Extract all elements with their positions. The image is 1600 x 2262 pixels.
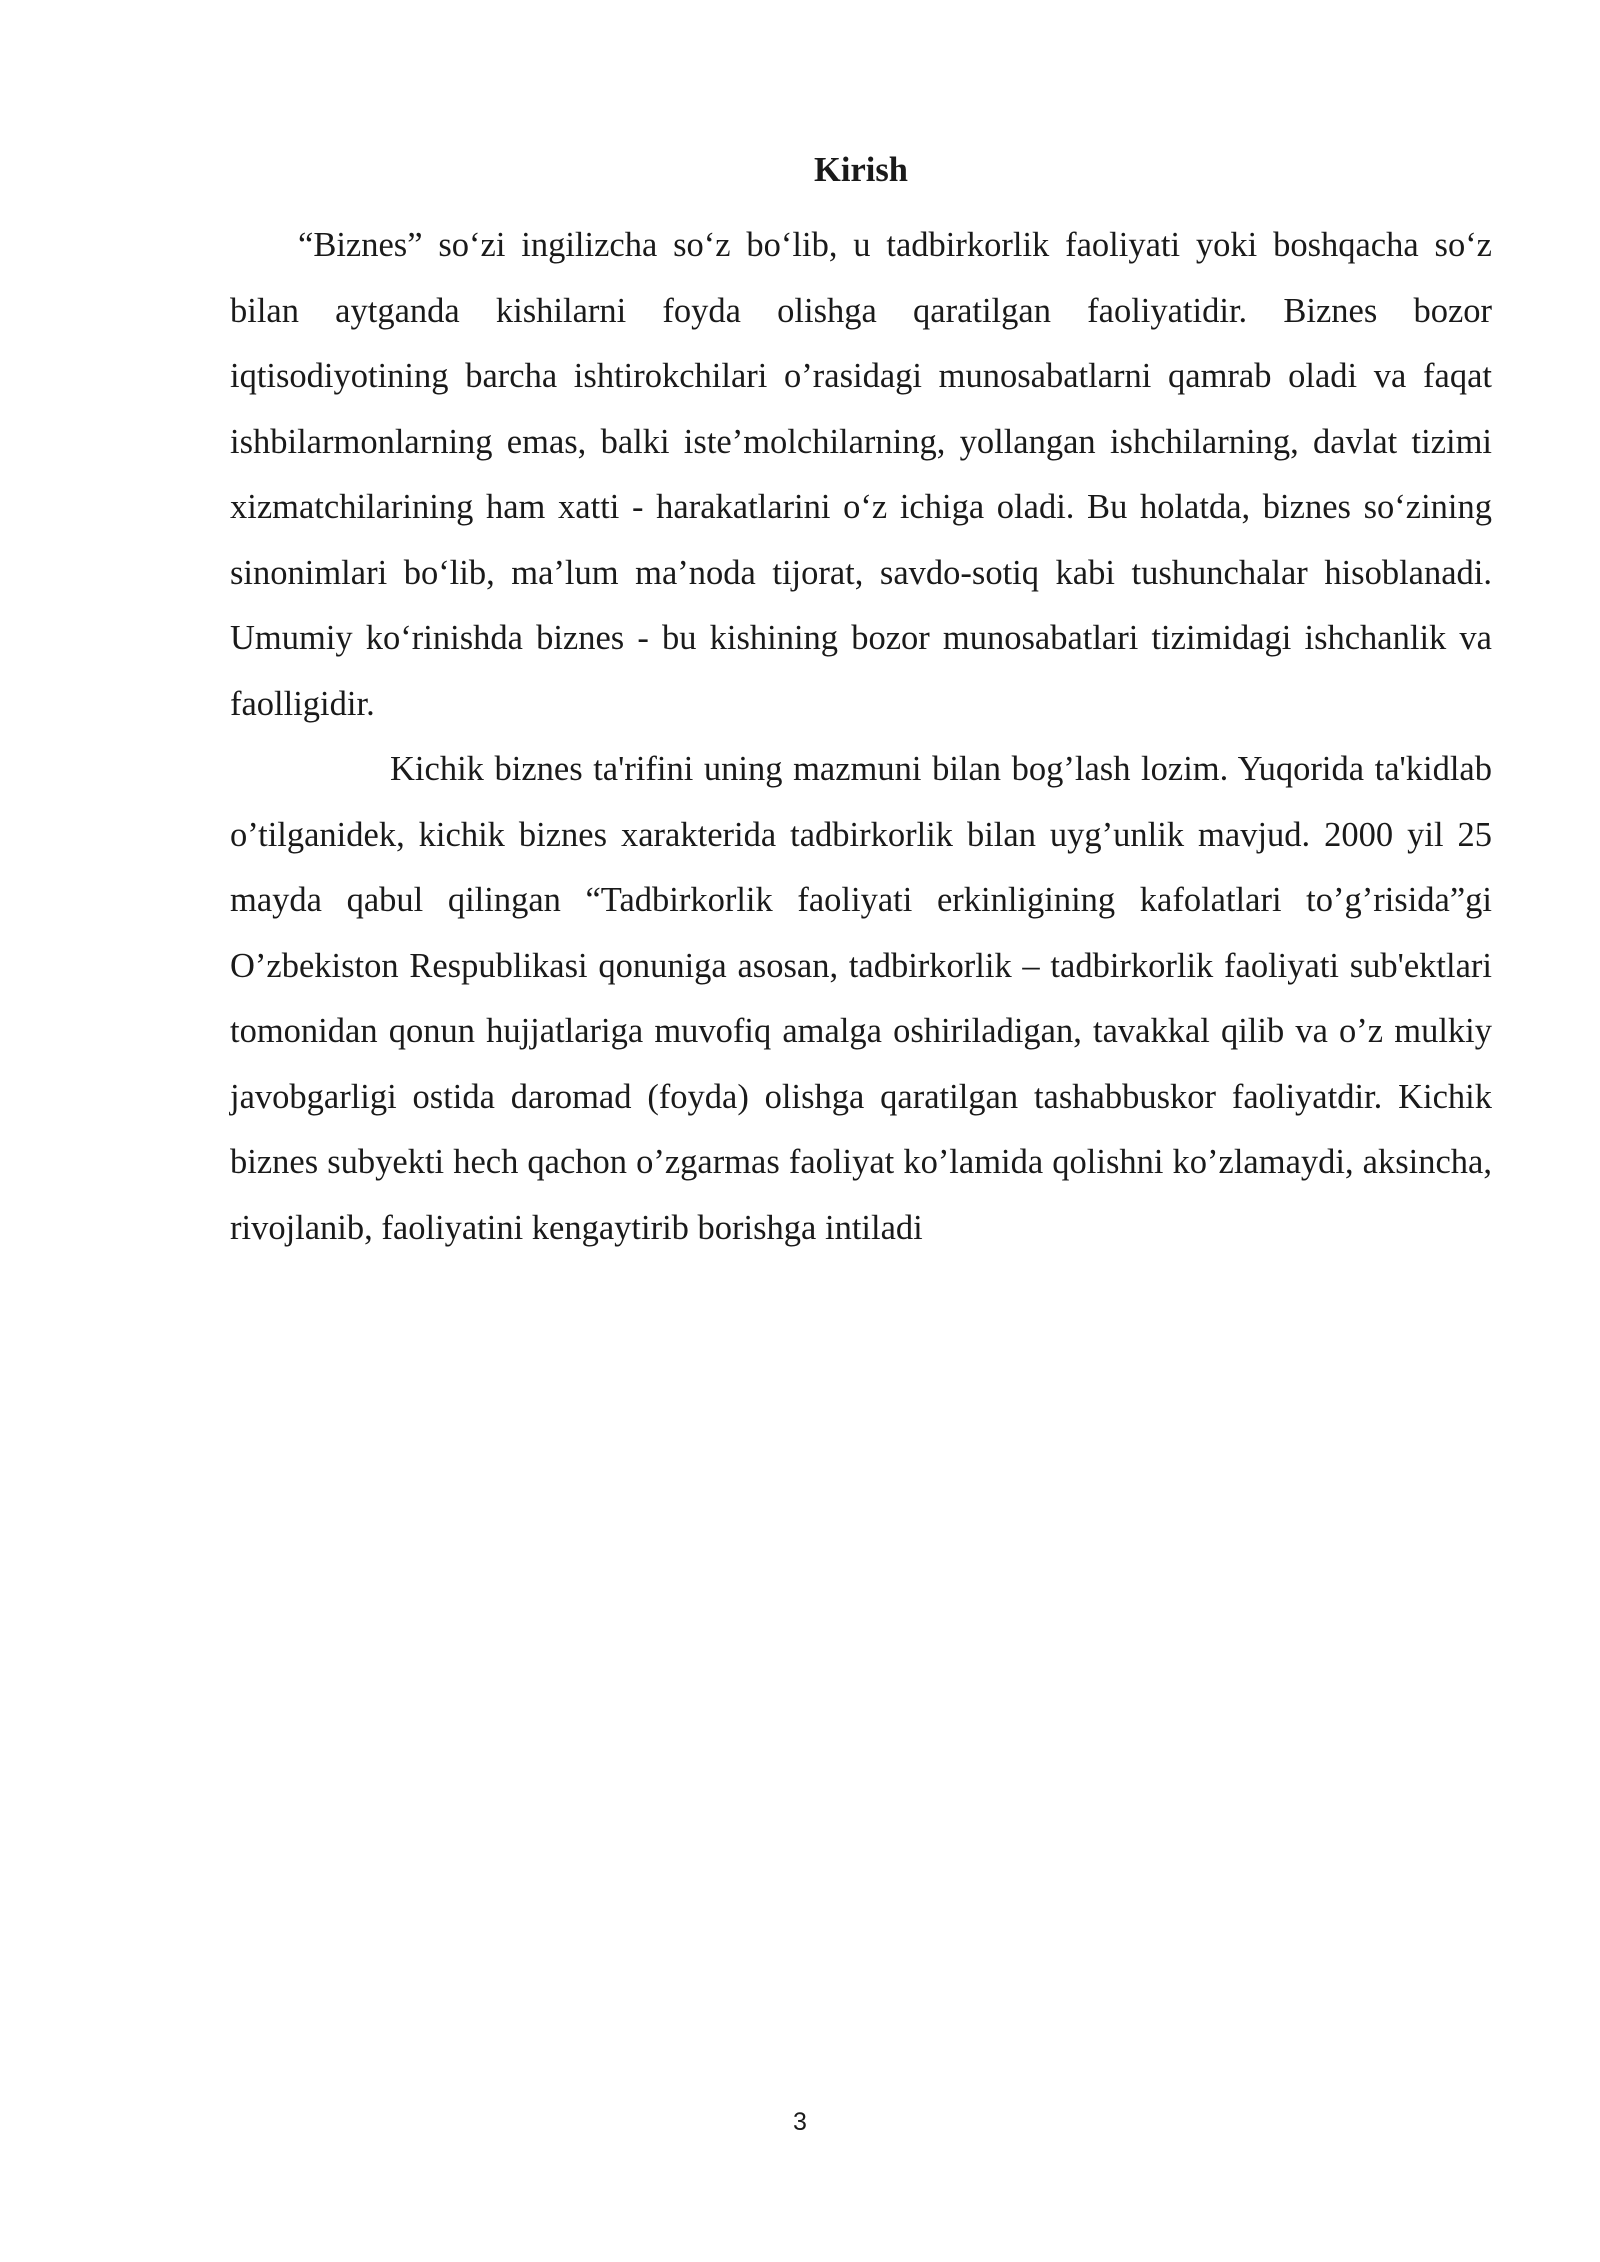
page-content [230, 148, 1492, 1261]
paragraph-kichik-biznes: Kichik biznes ta'rifini uning mazmuni bilan bog’lash lozim. Yuqorida ta'kidlab o’tilganidek, kichik biznes xarakterida tadbirkorlik bilan uyg’unlik mavjud. 2000 yil 25 mayda qabul qilingan “Tadbirkorlik faoliyati erkinligining kafolatlari to’g’risida”gi O’zbekiston Respublikasi qonuniga asosan, tadbirkorlik – tadbirkorlik faoliyati sub'ektlari tomonidan qonun hujjatlariga muvofiq amalga oshiriladigan, tavakkal qilib va o’z mulkiy javobgarligi ostida daromad (foyda) olishga qaratilgan tashabbuskor faoliyatdir. Kichik biznes subyekti hech qachon o’zgarmas faoliyat ko’lamida qolishni ko’zlamaydi, aksincha, rivojlanib, faoliyatini kengaytirib borishga intiladi [230, 750, 1492, 1247]
page-number: 3 [793, 2108, 807, 2136]
paragraph-biznes-definition: “Biznes” so‘zi ingilizcha so‘z bo‘lib, u tadbirkorlik faoliyati yoki boshqacha so‘z bilan aytganda kishilarni foyda olishga qaratilgan faoliyatidir. Biznes bozor iqtisodiyotining barcha ishtirokchilari o’rasidagi munosabatlarni qamrab oladi va faqat ishbilarmonlarning emas, balki iste’molchilarning, yollangan ishchilarning, davlat tizimi xizmatchilarining ham xatti - harakatlarini o‘z ichiga oladi. Bu holatda, biznes so‘zining sinonimlari bo‘lib, ma’lum ma’noda tijorat, savdo-sotiq kabi tushunchalar hisoblanadi. Umumiy ko‘rinishda biznes - bu kishining bozor munosabatlari tizimidagi ishchanlik va faolligidir. [230, 226, 1492, 723]
section-title: Kirish [814, 151, 908, 189]
